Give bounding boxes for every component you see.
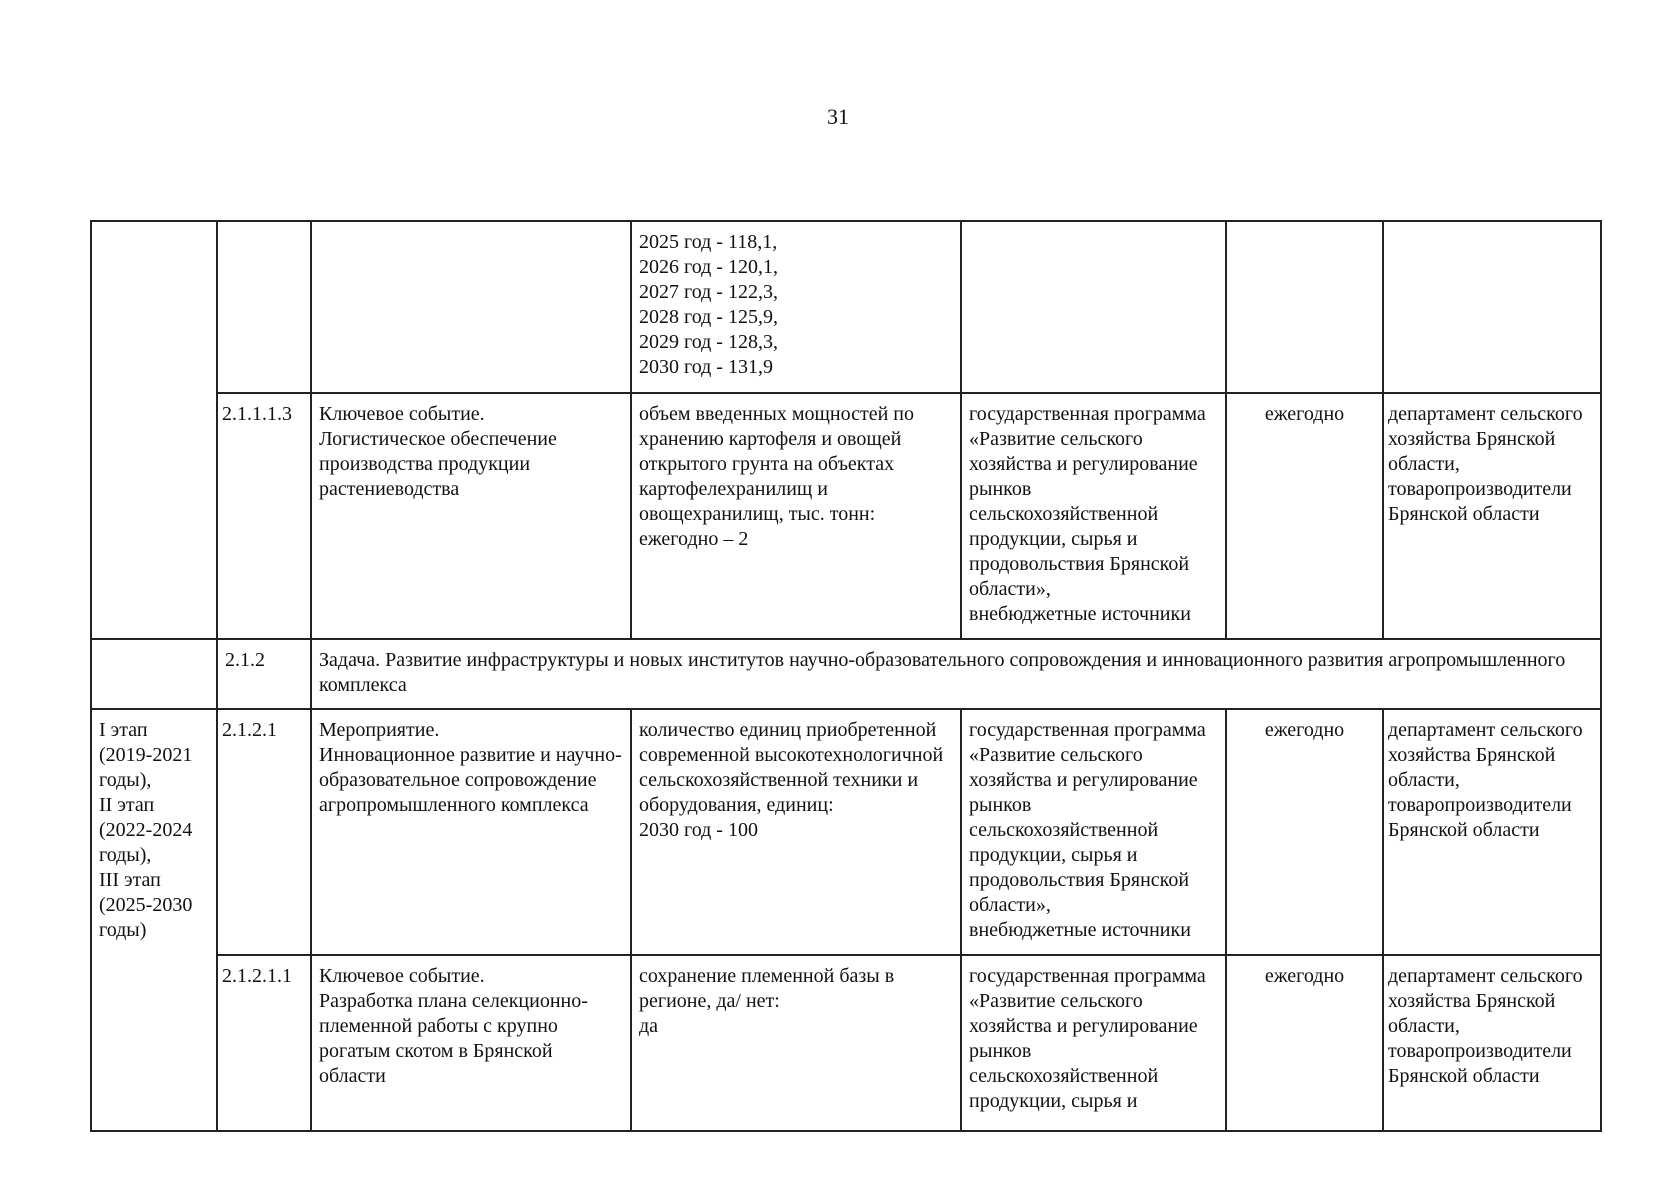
source-cell: государственная программа «Развитие сельского хозяйства и регулирование рынков сельскохозяйственной продукции, сырья и продовольствия Брянской области», внебюджетные источники [961, 393, 1226, 639]
source-cell: государственная программа «Развитие сельского хозяйства и регулирование рынков сельскохозяйственной продукции, сырья и [961, 955, 1226, 1131]
term-cell [1226, 221, 1383, 393]
indicator-cell: 2025 год - 118,1, 2026 год - 120,1, 2027 год - 122,3, 2028 год - 125,9, 2029 год - 128,3, 2030 год - 131,9 [631, 221, 961, 393]
name-cell: Ключевое событие. Разработка плана селекционно-племенной работы с крупно рогатым скотом в Брянской области [311, 955, 631, 1131]
program-table [90, 220, 1602, 1132]
num-cell: 2.1.2.1 [217, 709, 311, 955]
table-row [91, 639, 1601, 709]
term-cell: ежегодно [1226, 393, 1383, 639]
name-cell [311, 221, 631, 393]
table-row [91, 955, 1601, 1131]
source-cell [961, 221, 1226, 393]
executor-cell [1383, 221, 1601, 393]
page-number: 31 [827, 104, 849, 129]
table-row [91, 221, 1601, 393]
indicator-cell: количество единиц приобретенной современной высокотехнологичной сельскохозяйственной техники и оборудования, единиц: 2030 год - 100 [631, 709, 961, 955]
term-cell: ежегодно [1226, 709, 1383, 955]
executor-cell: департамент сельского хозяйства Брянской области, товаропроизводители Брянской области [1383, 955, 1601, 1131]
executor-cell: департамент сельского хозяйства Брянской области, товаропроизводители Брянской области [1383, 393, 1601, 639]
task-cell: Задача. Развитие инфраструктуры и новых институтов научно-образовательного сопровождения и инновационного развития агропромышленного комплекса [311, 639, 1601, 709]
stage-cell [91, 639, 217, 709]
term-cell: ежегодно [1226, 955, 1383, 1131]
num-cell: 2.1.1.1.3 [217, 393, 311, 639]
num-cell: 2.1.2 [217, 639, 311, 709]
table-row [91, 709, 1601, 955]
name-cell: Ключевое событие. Логистическое обеспечение производства продукции растениеводства [311, 393, 631, 639]
stage-cell: I этап (2019-2021 годы), II этап (2022-2024 годы), III этап (2025-2030 годы) [91, 709, 217, 1131]
indicator-cell: сохранение племенной базы в регионе, да/ нет: да [631, 955, 961, 1131]
num-cell [217, 221, 311, 393]
table-row [91, 393, 1601, 639]
indicator-cell: объем введенных мощностей по хранению картофеля и овощей открытого грунта на объектах картофелехранилищ и овощехранилищ, тыс. тонн: ежегодно – 2 [631, 393, 961, 639]
name-cell: Мероприятие. Инновационное развитие и научно-образовательное сопровождение агропромышленного комплекса [311, 709, 631, 955]
num-cell: 2.1.2.1.1 [217, 955, 311, 1131]
stage-cell [91, 221, 217, 639]
executor-cell: департамент сельского хозяйства Брянской области, товаропроизводители Брянской области [1383, 709, 1601, 955]
source-cell: государственная программа «Развитие сельского хозяйства и регулирование рынков сельскохозяйственной продукции, сырья и продовольствия Брянской области», внебюджетные источники [961, 709, 1226, 955]
